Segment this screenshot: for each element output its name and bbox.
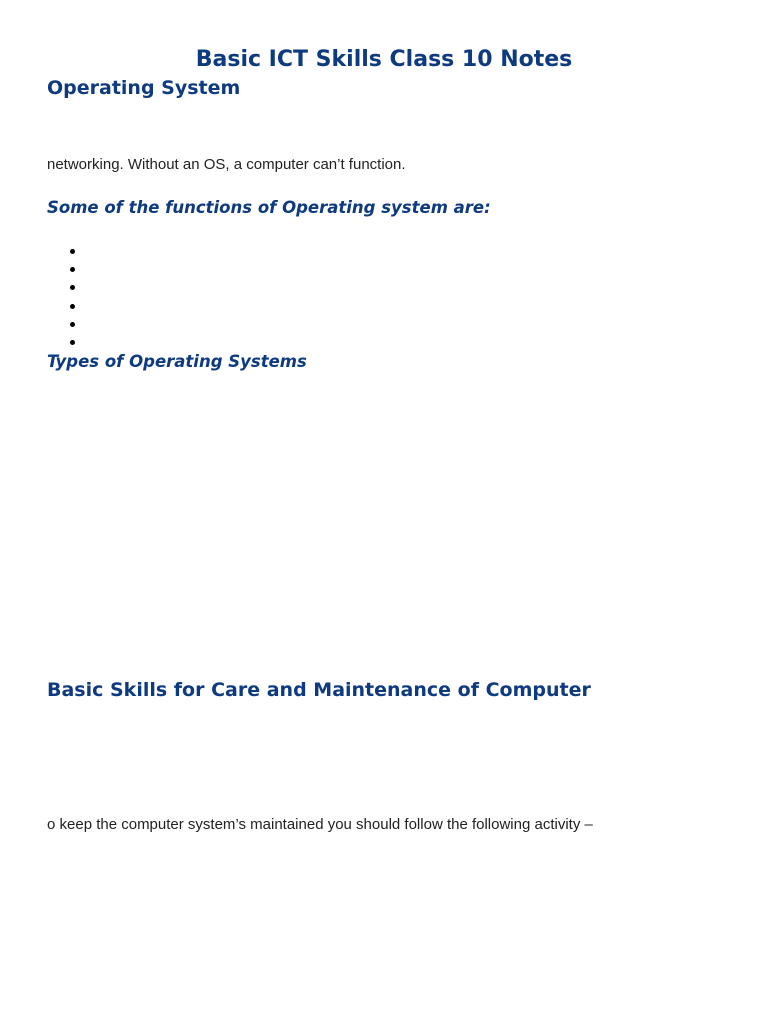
- bullet-point: [68, 262, 76, 280]
- subheading-os-types: Types of Operating Systems: [47, 352, 307, 371]
- bullet-point: [68, 317, 76, 335]
- heading-care-maintenance: Basic Skills for Care and Maintenance of Computer: [47, 679, 591, 701]
- bullet-point: [68, 299, 76, 317]
- functions-bullet-list: [68, 244, 76, 353]
- bullet-point: [68, 244, 76, 262]
- paragraph-maintenance-activity: o keep the computer system’s maintained you should follow the following activity –: [47, 816, 593, 833]
- heading-operating-system: Operating System: [47, 77, 241, 99]
- paragraph-os-networking: networking. Without an OS, a computer can’t function.: [47, 156, 406, 173]
- page-title: Basic ICT Skills Class 10 Notes: [195, 47, 573, 72]
- subheading-os-functions: Some of the functions of Operating system are:: [47, 198, 491, 217]
- bullet-point: [68, 280, 76, 298]
